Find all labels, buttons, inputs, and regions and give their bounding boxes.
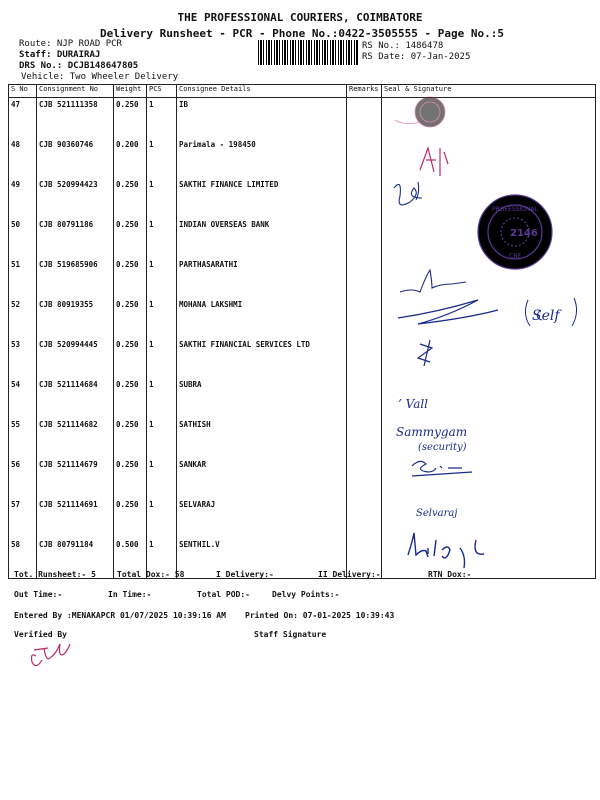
signature-52: [398, 300, 498, 324]
signature-54: ’ Vall: [398, 397, 429, 411]
pcs: 1: [147, 98, 177, 139]
entered-by: Entered By :MENAKAPCR 01/07/2025 10:39:16 AM: [14, 611, 226, 620]
signature-48: [420, 148, 448, 176]
pcs: 1: [147, 178, 177, 218]
sno: 51: [9, 258, 37, 298]
consignee: SAKTHI FINANCIAL SERVICES LTD: [177, 338, 347, 378]
staff-signature-label: Staff Signature: [254, 630, 327, 639]
sno: 53: [9, 338, 37, 378]
pcs: 1: [147, 498, 177, 538]
consignment-no: CJB 520994445: [37, 338, 114, 378]
sno: 58: [9, 538, 37, 579]
col-sno: S No: [9, 85, 37, 98]
pcs: 1: [147, 338, 177, 378]
rs-number: RS No.: 1486478: [362, 41, 444, 51]
consignment-no: CJB 521114684: [37, 378, 114, 418]
pcs: 1: [147, 378, 177, 418]
sno: 48: [9, 138, 37, 178]
consignment-no: CJB 520994423: [37, 178, 114, 218]
tot-runsheet: Tot. Runsheet:- 5: [14, 570, 96, 579]
consignment-no: CJB 521114682: [37, 418, 114, 458]
consignment-no: CJB 521111358: [37, 98, 114, 139]
sno: 49: [9, 178, 37, 218]
col-remarks: Remarks: [347, 85, 382, 98]
runsheet-subtitle: Delivery Runsheet - PCR - Phone No.:0422-3505555 - Page No.:5: [100, 27, 504, 40]
pcs: 1: [147, 458, 177, 498]
consignee: SATHISH: [177, 418, 347, 458]
consignment-no: CJB 521114691: [37, 498, 114, 538]
sno: 57: [9, 498, 37, 538]
weight: 0.250: [114, 418, 147, 458]
sno: 54: [9, 378, 37, 418]
company-title: THE PROFESSIONAL COURIERS, COIMBATORE: [177, 11, 423, 24]
consignee: SELVARAJ: [177, 498, 347, 538]
consignee: Parimala - 198450: [177, 138, 347, 178]
i-delivery: I Delivery:-: [216, 570, 274, 579]
consignment-no: CJB 80791186: [37, 218, 114, 258]
signature-49: [394, 182, 422, 205]
delvy-points: Delvy Points:-: [272, 590, 340, 599]
weight: 0.200: [114, 138, 147, 178]
col-consignee: Consignee Details: [177, 85, 347, 98]
staff: Staff: DURAIRAJ: [19, 50, 101, 60]
weight: 0.250: [114, 498, 147, 538]
vehicle: Vehicle: Two Wheeler Delivery: [21, 72, 179, 82]
sno: 50: [9, 218, 37, 258]
consignee: IB: [177, 98, 347, 139]
signature-58: [408, 533, 484, 568]
route: Route: NJP ROAD PCR: [19, 39, 122, 49]
weight: 0.250: [114, 218, 147, 258]
weight: 0.250: [114, 98, 147, 139]
consignee: SANKAR: [177, 458, 347, 498]
verified-by-signature: [32, 644, 71, 666]
in-time: In Time:-: [108, 590, 152, 599]
consignment-no: CJB 90360746: [37, 138, 114, 178]
pcs: 1: [147, 418, 177, 458]
col-weight: Weight: [114, 85, 147, 98]
pcs: 1: [147, 258, 177, 298]
col-pcs: PCS: [147, 85, 177, 98]
consignment-no: CJB 519685906: [37, 258, 114, 298]
weight: 0.250: [114, 178, 147, 218]
total-dox: Total Dox:- 58: [117, 570, 185, 579]
rs-date: RS Date: 07-Jan-2025: [362, 52, 471, 62]
signature-55: Sammygam: [396, 425, 468, 439]
weight: 0.250: [114, 298, 147, 338]
signature-53: [418, 340, 432, 366]
consignee: PARTHASARATHI: [177, 258, 347, 298]
seal-text-bottom: CBE: [509, 253, 522, 260]
consignee: SAKTHI FINANCE LIMITED: [177, 178, 347, 218]
printed-on: Printed On: 07-01-2025 10:39:43: [245, 611, 395, 620]
out-time: Out Time:-: [14, 590, 63, 599]
rtn-dox: RTN Dox:-: [428, 570, 472, 579]
pcs: 1: [147, 298, 177, 338]
weight: 0.250: [114, 458, 147, 498]
consignment-no: CJB 521114679: [37, 458, 114, 498]
seal-text-top: PROFESSIONAL: [492, 206, 538, 213]
signature-51: [400, 270, 466, 292]
weight: 0.250: [114, 338, 147, 378]
consignee: SUBRA: [177, 378, 347, 418]
pcs: 1: [147, 218, 177, 258]
sno: 52: [9, 298, 37, 338]
signature-57: Selvaraj: [416, 508, 458, 519]
ii-delivery: II Delivery:-: [318, 570, 381, 579]
sno: 47: [9, 98, 37, 139]
sno: 56: [9, 458, 37, 498]
weight: 0.250: [114, 258, 147, 298]
drs-number: DRS No.: DCJB148647805: [19, 61, 139, 71]
sno: 55: [9, 418, 37, 458]
total-pod: Total POD:-: [197, 590, 250, 599]
col-consignment: Consignment No: [37, 85, 114, 98]
col-signature: Seal & Signature: [382, 85, 596, 98]
pcs: 1: [147, 138, 177, 178]
signature-56: [412, 461, 472, 476]
signature-55-note: (security): [418, 442, 467, 453]
verified-by: Verified By: [14, 630, 67, 639]
weight: 0.250: [114, 378, 147, 418]
seal-number: 2146: [510, 228, 538, 239]
faint-stamp-47: [395, 97, 445, 127]
consignee: SENTHIL.V: [177, 538, 347, 579]
weight: 0.500: [114, 538, 147, 579]
consignee: INDIAN OVERSEAS BANK: [177, 218, 347, 258]
consignment-no: CJB 80791184: [37, 538, 114, 579]
consignment-no: CJB 80919355: [37, 298, 114, 338]
consignee: MOHANA LAKSHMI: [177, 298, 347, 338]
pcs: 1: [147, 538, 177, 579]
signature-52-text: Self: [532, 308, 560, 324]
